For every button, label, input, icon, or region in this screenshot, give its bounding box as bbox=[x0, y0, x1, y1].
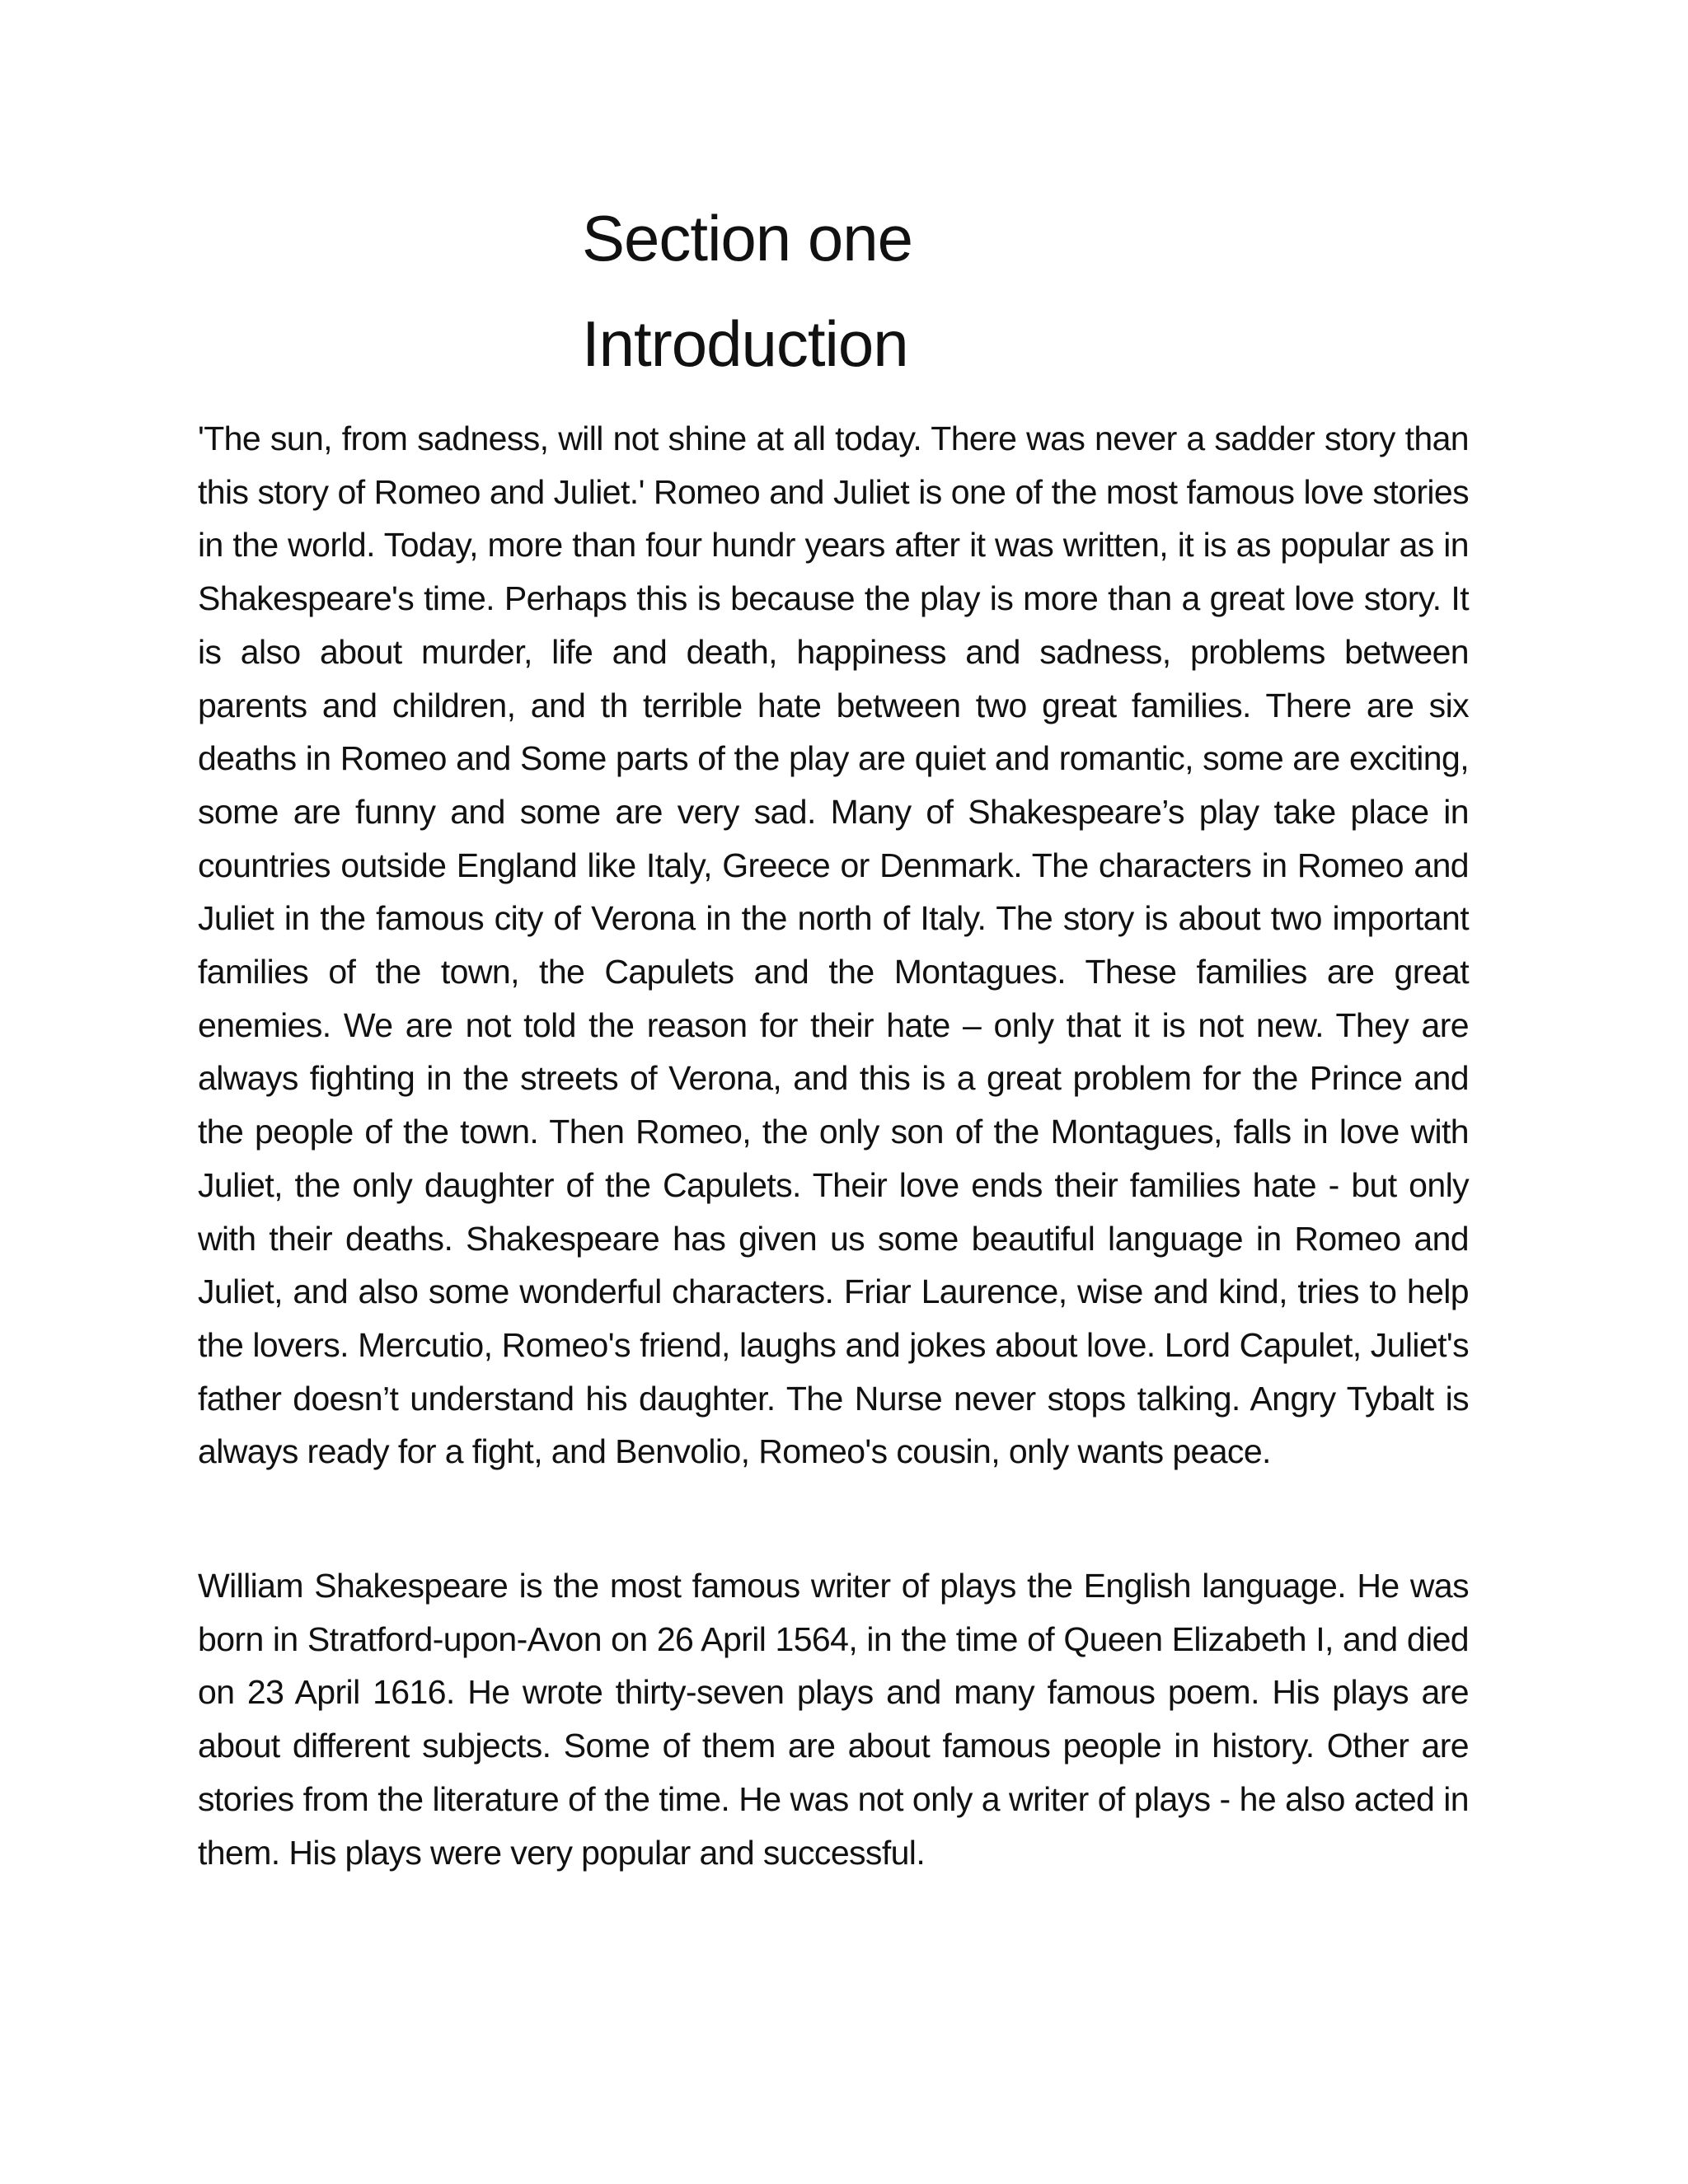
shakespeare-paragraph: William Shakespeare is the most famous writer of plays the English language. He was born in Stratford-upon-Avon on 26 April 1564, in the time of Queen Elizabeth I, and died on 23 April 1616. He wrote thirty-seven plays and many famous poem. His plays are about different subjects. Some of them are about famous people in history. Other are stories from the literature of the time. He was not only a writer of plays - he also acted in them. His plays were very popular and successful. bbox=[198, 1567, 1469, 1872]
intro-paragraph: 'The sun, from sadness, will not shine at all today. There was never a sadder story than this story of Romeo and Juliet.' Romeo and Juliet is one of the most famous love stories in the world. Today, more than four hundr years after it was written, it is as popular as in Shakespeare's time. Perhaps this is because the play is more than a great love story. It is also about murder, life and death, happiness and sadness, problems between parents and children, and th terrible hate between two great families. There are six deaths in Romeo and Some parts of the play are quiet and romantic, some are exciting, some are funny and some are very sad. Many of Shakespeare’s play take place in countries outside England like Italy, Greece or Denmark. The characters in Romeo and Juliet in the famous city of Verona in the north of Italy. The story is about two important families of the town, the Capulets and the Montagues. These families are great enemies. We are not told the reason for their hate – only that it is not new. They are always fighting in the streets of Verona, and this is a great problem for the Prince and the people of the town. Then Romeo, the only son of the Montagues, falls in love with Juliet, the only daughter of the Capulets. Their love ends their families hate - but only with their deaths. Shakespeare has given us some beautiful language in Romeo and Juliet, and also some wonderful characters. Friar Laurence, wise and kind, tries to help the lovers. Mercutio, Romeo's friend, laughs and jokes about love. Lord Capulet, Juliet's father doesn’t understand his daughter. The Nurse never stops talking. Angry Tybalt is always ready for a fight, and Benvolio, Romeo's cousin, only wants peace. bbox=[198, 419, 1469, 1471]
section-label: Section one bbox=[582, 202, 912, 274]
page-title: Introduction bbox=[582, 307, 908, 380]
